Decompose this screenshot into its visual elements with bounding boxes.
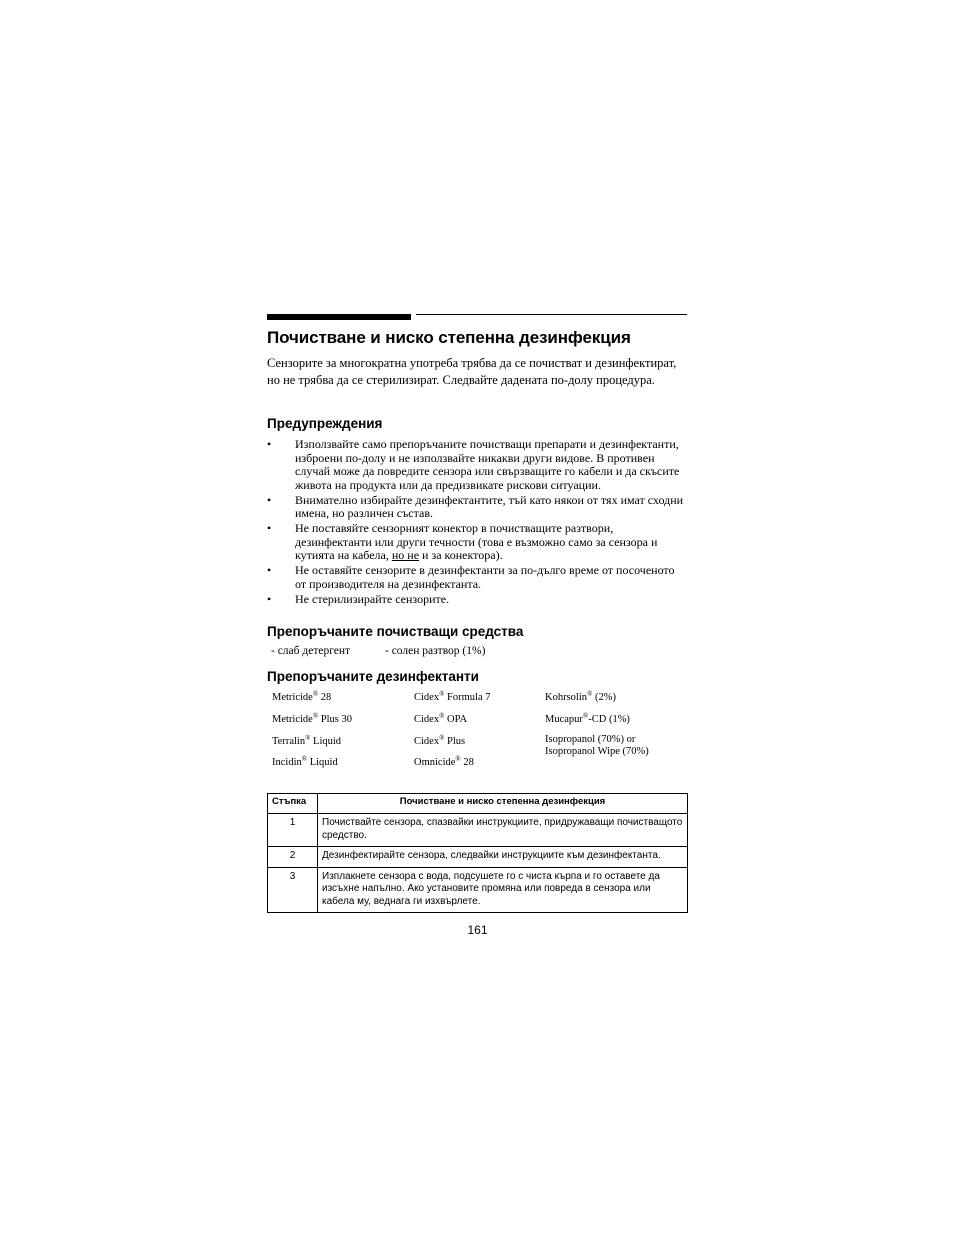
disinfectant-item: Mucapur®-CD (1%) xyxy=(545,712,630,725)
warning-text: и за конектора). xyxy=(419,548,503,562)
table-row xyxy=(268,814,688,847)
disinfectant-item: Cidex® Formula 7 xyxy=(414,690,491,703)
step-text: Изплакнете сензора с вода, подсушете го с чиста кърпа и го оставете да изсъхне напълно. Ако установите промяна или повреда в сензора или кабела му, веднага ги изхвърлете. xyxy=(318,867,688,913)
table-row xyxy=(268,847,688,868)
warning-text: Не стерилизирайте сензорите. xyxy=(295,591,450,606)
bullet: • xyxy=(267,521,272,535)
step-number: 1 xyxy=(268,814,318,847)
disinfectant-item: Metricide® Plus 30 xyxy=(272,712,352,725)
disinfectant-item: Isopropanol Wipe (70%) xyxy=(545,746,649,757)
warning-underlined-text: но не xyxy=(391,548,420,562)
disinfectant-item: Omnicide® 28 xyxy=(414,755,474,768)
table-row xyxy=(268,867,688,913)
step-text: Дезинфектирайте сензора, следвайки инструкциите към дезинфектанта. xyxy=(318,847,688,868)
bullet: • xyxy=(267,591,272,606)
list-item xyxy=(267,593,687,607)
cleaner-item: - слаб детергент xyxy=(271,645,351,657)
heading-rule-thick xyxy=(267,314,411,320)
list-item xyxy=(267,522,687,563)
bullet: • xyxy=(267,492,272,507)
disinfectant-item: Isopropanol (70%) or xyxy=(545,734,636,745)
cleaner-item: - солен разтвор (1%) xyxy=(385,645,486,657)
bullet: • xyxy=(267,437,272,451)
warnings-heading: Предупреждения xyxy=(267,416,383,431)
warnings-list xyxy=(267,438,687,608)
disinfectant-item: Metricide® 28 xyxy=(272,690,332,703)
column-header-procedure: Почистване и ниско степенна дезинфекция xyxy=(318,794,688,814)
warning-text: Не поставяйте сензорният конектор в почистващите разтвори, дезинфектанти или други течности (това е възможно само за сензора и кутията на кабела, xyxy=(295,521,658,562)
disinfectant-item: Terralin® Liquid xyxy=(272,734,342,747)
step-number: 2 xyxy=(268,847,318,868)
disinfectant-item: Cidex® OPA xyxy=(414,712,468,725)
table-header-row xyxy=(268,794,688,814)
disinfectants-heading: Препоръчаните дезинфектанти xyxy=(267,669,479,684)
disinfectant-item: Incidin® Liquid xyxy=(272,755,338,768)
warning-text: Внимателно избирайте дезинфектантите, тъй като някои от тях имат сходни имена, но различен състав. xyxy=(295,492,684,520)
page-number: 161 xyxy=(467,923,488,937)
heading-rule-thin xyxy=(416,314,687,315)
disinfectant-item: Cidex® Plus xyxy=(414,734,466,747)
step-text: Почиствайте сензора, спазвайки инструкциите, придружаващи почистващото средство. xyxy=(318,814,688,847)
warning-text: Използвайте само препоръчаните почистващи препарати и дезинфектанти, изброени по-долу и не използвайте никакви други видове. В противен случай може да повредите сензора или свързващите го кабели и да скъсите живота на продукта или да предизвикате рискови ситуации. xyxy=(295,437,680,492)
warning-text: Не оставяйте сензорите в дезинфектанти за по-дълго време от посоченото от производителя на дезинфектанта. xyxy=(295,563,675,591)
column-header-step: Стъпка xyxy=(268,794,318,814)
cleaners-list xyxy=(271,645,485,657)
cleaners-heading: Препоръчаните почистващи средства xyxy=(267,624,524,639)
list-item xyxy=(267,438,687,492)
steps-table xyxy=(267,793,688,913)
page-title: Почистване и ниско степенна дезинфекция xyxy=(267,328,631,347)
list-item xyxy=(267,564,687,591)
list-item xyxy=(267,494,687,521)
intro-paragraph: Сензорите за многократна употреба трябва да се почистват и дезинфектират, но не трябва да се стерилизират. Следвайте дадената по-долу процедура. xyxy=(267,356,677,387)
step-number: 3 xyxy=(268,867,318,913)
bullet: • xyxy=(267,563,272,577)
disinfectant-item: Kohrsolin® (2%) xyxy=(545,690,616,703)
